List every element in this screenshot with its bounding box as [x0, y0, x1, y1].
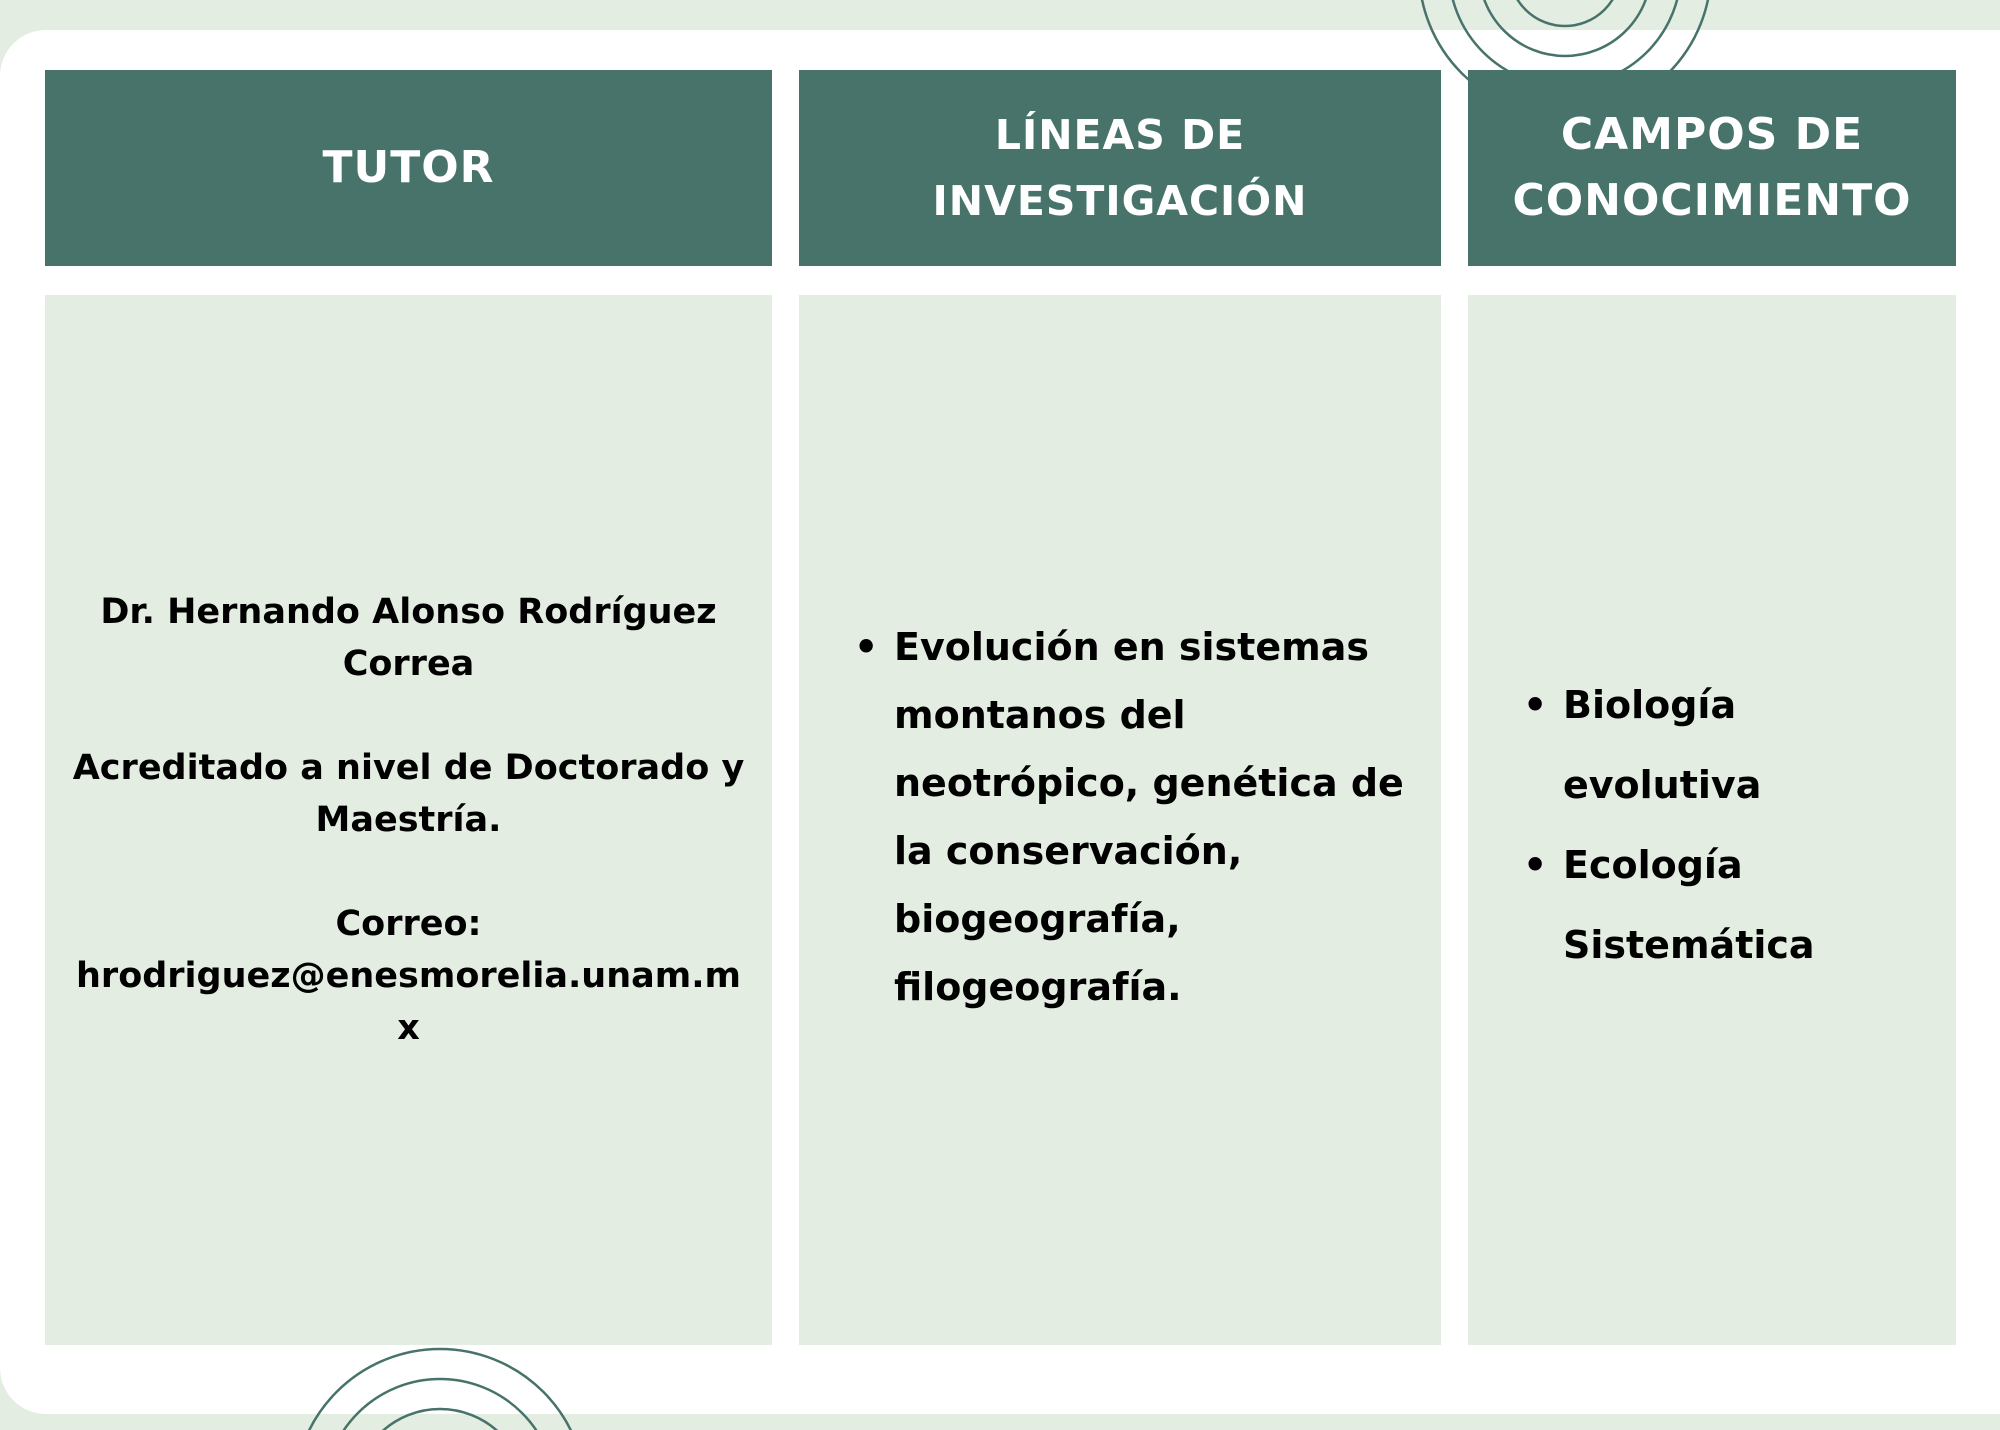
header-lineas-investigacion [799, 70, 1441, 266]
header-campos-label: CAMPOS DE CONOCIMIENTO [1512, 109, 1912, 226]
tutor-cell [45, 295, 772, 1345]
lineas-list [854, 613, 1424, 1021]
list-item [854, 613, 1424, 1021]
lineas-item-text: Evolución en sistemas montanos del neotrópico, genética de la conservación, biogeografía, filogeografía. [894, 625, 1404, 1009]
tutor-name: Dr. Hernando Alonso Rodríguez Correa [100, 592, 717, 684]
header-lineas-label: LÍNEAS DE INVESTIGACIÓN [932, 111, 1308, 225]
header-tutor-label: TUTOR [322, 142, 495, 193]
tutor-contact [65, 898, 752, 1054]
header-campos-conocimiento [1468, 70, 1956, 266]
tutor-email-label: Correo: [335, 904, 482, 944]
tutor-accreditation: Acreditado a nivel de Doctorado y Maestría. [72, 748, 745, 840]
list-item [1523, 665, 1943, 825]
tutor-info [65, 586, 752, 1054]
lineas-cell [799, 295, 1441, 1345]
bullet-icon: • [854, 625, 879, 669]
campos-item-text: Biología evolutiva [1563, 683, 1762, 807]
campos-cell [1468, 295, 1956, 1345]
campos-list [1523, 665, 1943, 985]
list-item [1523, 825, 1943, 985]
tutor-email: hrodriguez@enesmorelia.unam.mx [76, 956, 741, 1048]
bullet-icon: • [1523, 683, 1548, 727]
header-tutor [45, 70, 772, 266]
campos-item-text: Ecología Sistemática [1563, 843, 1815, 967]
bullet-icon: • [1523, 843, 1548, 887]
